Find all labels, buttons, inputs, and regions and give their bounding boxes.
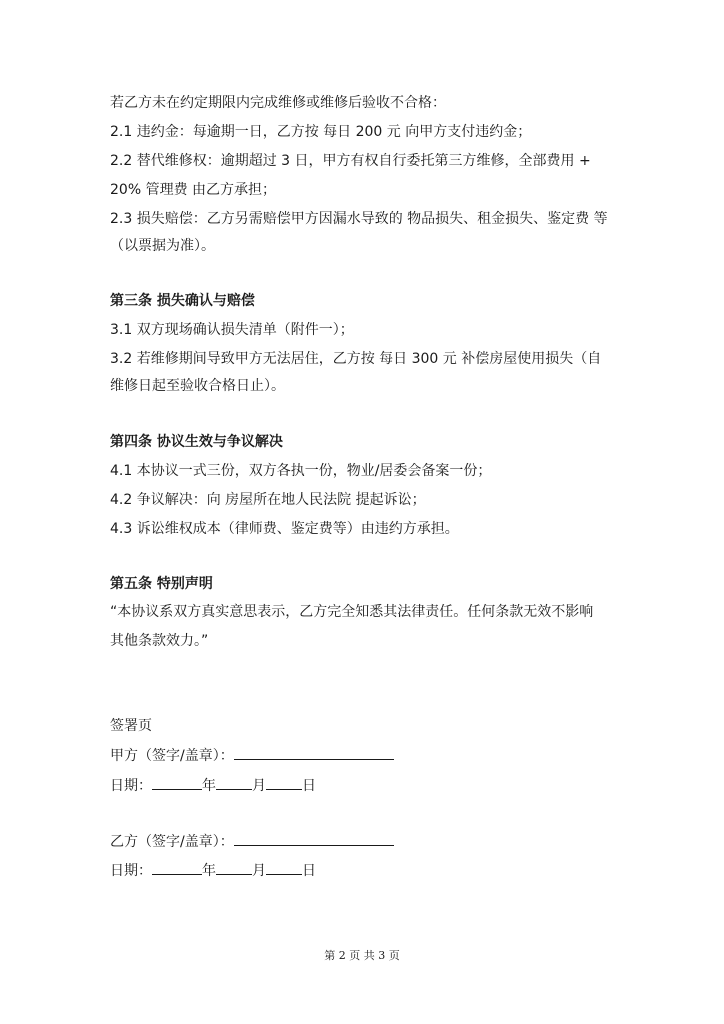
year-label: 年 [202, 778, 216, 794]
party-a-month-blank[interactable] [216, 775, 252, 790]
clause-3-1: 3.1 双方现场确认损失清单（附件一）； [110, 322, 354, 338]
party-a-day-blank[interactable] [266, 775, 302, 790]
clause-2-2-line1: 2.2 替代维修权：逾期超过 3 日，甲方有权自行委托第三方维修，全部费用 + [110, 153, 591, 169]
article-3-heading: 第三条 损失确认与赔偿 [110, 293, 255, 309]
statement-line2: 其他条款效力。” [110, 633, 209, 649]
year-label: 年 [202, 863, 216, 879]
party-a-year-blank[interactable] [152, 775, 202, 790]
party-b-signature-row [110, 831, 394, 852]
day-label: 日 [302, 778, 316, 794]
month-label: 月 [252, 778, 266, 794]
clause-2-3-line2: （以票据为准）。 [110, 238, 215, 254]
clause-2-2-line2: 20% 管理费 由乙方承担； [110, 182, 277, 198]
clause-4-2: 4.2 争议解决：向 房屋所在地人民法院 提起诉讼； [110, 492, 426, 508]
clause-2-3-line1: 2.3 损失赔偿：乙方另需赔偿甲方因漏水导致的 物品损失、租金损失、鉴定费 等 [110, 211, 608, 227]
party-a-label: 甲方（签字/盖章）： [110, 748, 234, 764]
party-a-date-row [110, 775, 316, 796]
party-b-date-row [110, 860, 316, 881]
party-b-year-blank[interactable] [152, 860, 202, 875]
day-label: 日 [302, 863, 316, 879]
clause-4-1: 4.1 本协议一式三份，双方各执一份，物业/居委会备案一份； [110, 463, 492, 479]
article-5-heading: 第五条 特别声明 [110, 576, 213, 592]
date-label: 日期： [110, 778, 152, 794]
signature-title: 签署页 [110, 718, 152, 734]
page-number: 第 2 页 共 3 页 [324, 949, 400, 962]
article-4-heading: 第四条 协议生效与争议解决 [110, 434, 283, 450]
clause-4-3: 4.3 诉讼维权成本（律师费、鉴定费等）由违约方承担。 [110, 521, 459, 537]
clause-3-2-line2: 维修日起至验收合格日止）。 [110, 378, 285, 394]
clause-3-2-line1: 3.2 若维修期间导致甲方无法居住，乙方按 每日 300 元 补偿房屋使用损失（自 [110, 351, 602, 367]
party-b-label: 乙方（签字/盖章）： [110, 834, 234, 850]
clause-2-1: 2.1 违约金：每逾期一日，乙方按 每日 200 元 向甲方支付违约金； [110, 124, 532, 140]
party-b-day-blank[interactable] [266, 860, 302, 875]
statement-line1: “本协议系双方真实意思表示，乙方完全知悉其法律责任。任何条款无效不影响 [110, 604, 594, 620]
party-b-month-blank[interactable] [216, 860, 252, 875]
party-b-signature-blank[interactable] [234, 831, 394, 846]
clause-intro: 若乙方未在约定期限内完成维修或维修后验收不合格： [110, 95, 446, 111]
party-a-signature-blank[interactable] [234, 745, 394, 760]
date-label: 日期： [110, 863, 152, 879]
party-a-signature-row [110, 745, 394, 766]
month-label: 月 [252, 863, 266, 879]
